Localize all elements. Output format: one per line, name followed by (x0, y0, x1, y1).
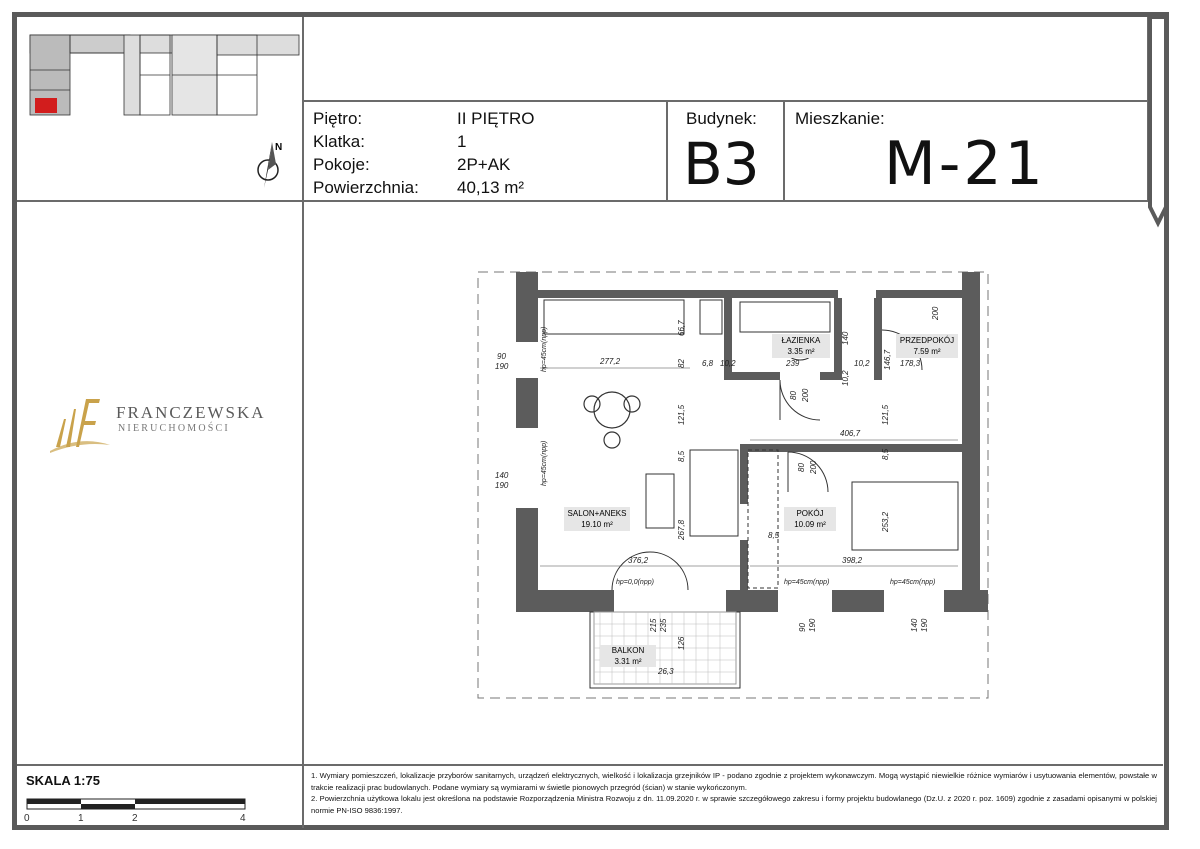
floor-value: II PIĘTRO (457, 109, 535, 128)
floor-plan (470, 262, 1000, 706)
room-label-balcony (600, 645, 656, 667)
header-values (457, 107, 534, 199)
dim-text: 121,5 (677, 404, 686, 425)
building-label: Budynek: (686, 109, 757, 128)
dim-text: 10,2 (854, 359, 870, 368)
scale-title: SKALA 1:75 (26, 773, 100, 788)
building-value: B3 (683, 130, 760, 198)
dim-text: 398,2 (842, 556, 863, 565)
svg-text:BALKON: BALKON (611, 646, 645, 655)
dim-text: 90 (497, 352, 506, 361)
room-label-hallway (896, 334, 958, 358)
dim-text: 178,3 (900, 359, 921, 368)
dim-text: 190 (495, 481, 509, 490)
dim-text: 126 (677, 636, 686, 650)
svg-text:19.10 m²: 19.10 m² (581, 520, 613, 529)
dim-text: 215 (649, 618, 658, 632)
key-plan (22, 30, 302, 120)
scale-bar (26, 798, 248, 812)
footer-notes (311, 770, 1157, 816)
logo-tagline: NIERUCHOMOŚCI (118, 423, 230, 434)
divider-header-bottom (17, 200, 1163, 202)
dim-text: 10,2 (841, 370, 850, 386)
dim-text: 10,2 (720, 359, 736, 368)
dim-text: 8,5 (677, 450, 686, 462)
apartment-value: M-21 (884, 129, 1046, 199)
stair-value: 1 (457, 132, 467, 151)
dim-text: 80 (789, 391, 798, 400)
room-label-living (564, 507, 630, 531)
floor-label: Piętro: (313, 109, 363, 128)
apartment-label: Mieszkanie: (795, 109, 885, 128)
logo-brand: FRANCZEWSKA (116, 403, 266, 422)
room-label-bedroom (784, 507, 836, 531)
dim-text: 146,7 (883, 349, 892, 370)
dim-text: 190 (808, 618, 817, 632)
rooms-label: Pokoje: (313, 155, 370, 174)
dim-text: 200 (801, 388, 810, 402)
logo-mark-icon (48, 395, 112, 457)
scale-tick-4: 4 (240, 813, 246, 824)
dim-text: 121,5 (881, 404, 890, 425)
dim-text: 140 (495, 471, 509, 480)
window-note: hp=45cm(npp) (890, 579, 936, 586)
divider-left-column (302, 17, 304, 828)
dim-text: 190 (920, 618, 929, 632)
dim-text: 26,3 (658, 667, 674, 676)
divider-footer-top (17, 764, 1163, 766)
svg-text:3.35 m²: 3.35 m² (787, 347, 815, 356)
note-1: 1. Wymiary pomieszczeń, lokalizacje przyborów sanitarnych, urządzeń elektrycznych, wielkość i lokalizacja grzejników IP - podano zgodnie z projektem wykonawczym. Mogą wystąpić niewielkie różnice wymiarów i usytuowania elementów, powstałe w trakcie realizacji prac budowlanych. Podane wymiary są wymiarami w świetle pionowych przegród (ścian) w stanie wykończonym. (311, 771, 1157, 792)
dim-text: 82 (677, 359, 686, 368)
dim-text: 267,8 (677, 519, 686, 540)
svg-text:SALON+ANEKS: SALON+ANEKS (567, 509, 627, 518)
svg-text:ŁAZIENKA: ŁAZIENKA (781, 336, 821, 345)
svg-text:POKÓJ: POKÓJ (796, 509, 824, 518)
svg-text:10.09 m²: 10.09 m² (794, 520, 826, 529)
dim-text: 8,5 (768, 531, 780, 540)
dim-text: 6,8 (702, 359, 714, 368)
window-note: hp=45cm(npp) (541, 440, 548, 486)
dim-text: 140 (841, 331, 850, 345)
dim-text: 190 (495, 362, 509, 371)
dim-text: 200 (809, 460, 818, 474)
apartment-marker (35, 98, 57, 113)
divider-building (666, 100, 668, 200)
dim-text: 140 (910, 618, 919, 632)
scale-tick-1: 1 (78, 813, 84, 824)
scale-tick-0: 0 (24, 813, 30, 824)
dim-text: 239 (786, 359, 800, 368)
area-label: Powierzchnia: (313, 178, 419, 197)
right-marker (1147, 17, 1169, 231)
header-labels (313, 107, 419, 199)
dim-text: 80 (797, 463, 806, 472)
window-note: hp=45cm(npp) (541, 326, 548, 372)
window-note: hp=45cm(npp) (784, 579, 830, 586)
room-label-bathroom (772, 334, 830, 358)
area-value: 40,13 m² (457, 178, 525, 197)
north-arrow-icon (250, 138, 290, 194)
stair-label: Klatka: (313, 132, 365, 151)
svg-text:7.59 m²: 7.59 m² (913, 347, 941, 356)
svg-text:3.31 m²: 3.31 m² (614, 657, 642, 666)
compass-letter: N (275, 142, 283, 153)
dim-text: 277,2 (600, 357, 621, 366)
dim-text: 376,2 (628, 556, 649, 565)
scale-tick-2: 2 (132, 813, 138, 824)
dim-text: 406,7 (840, 429, 861, 438)
rooms-value: 2P+AK (457, 155, 511, 174)
dim-text: 253,2 (881, 511, 890, 532)
dim-text: 8,5 (881, 448, 890, 460)
divider-header-mid (302, 100, 1148, 102)
dim-text: 66,7 (677, 320, 686, 336)
divider-apartment (783, 100, 785, 200)
dim-text: 200 (931, 306, 940, 320)
dim-text: 90 (798, 623, 807, 632)
dim-text: 235 (659, 618, 668, 632)
window-note: hp=0,0(npp) (616, 579, 654, 586)
svg-text:PRZEDPOKÓJ: PRZEDPOKÓJ (899, 336, 955, 345)
note-2: 2. Powierzchnia użytkowa lokalu jest określona na podstawie Rozporządzenia Ministra Rozwoju z dn. 11.09.2020 r. w sprawie szczegółowego zakresu i formy projektu budowlanego (Dz.U. z 2020 r. poz. 1609) zgodnie z zasadami opisanymi w polskiej normie PN-ISO 9836:1997. (311, 794, 1157, 815)
